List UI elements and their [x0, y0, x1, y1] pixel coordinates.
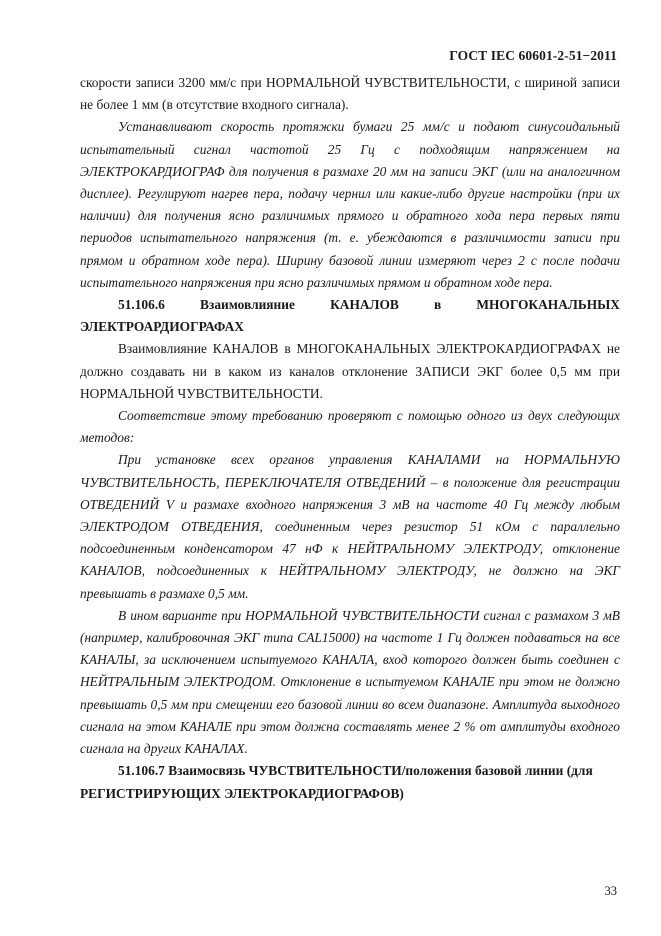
page-number: 33	[604, 884, 617, 898]
paragraph-2: Устанавливают скорость протяжки бумаги 25 мм/с и подают синусоидальный испытательный сигнал частотой 25 Гц с подходящим напряжением на ЭЛЕКТРОКАРДИОГРАФ для получения в размахе 20 мм на записи ЭКГ (или на аналогичном дисплее). Регулируют нагрев пера, подачу чернил или какие-либо другие настройки (при их наличии) для получения ясно различимых прямого и обратного хода пера первых пяти периодов испытательного напряжения (т. е. убеждаются в различимости записи при прямом и обратном ходе пера). Ширину базовой линии измеряют через 2 с после подачи испытательного напряжения при ясно различимых прямом и обратном ходе пера.	[80, 119, 620, 290]
document-header: ГОСТ IEC 60601-2-51−2011	[449, 48, 617, 63]
paragraph-5: Соответствие этому требованию проверяют с помощью одного из двух следующих методов:	[80, 408, 620, 446]
paragraph-1: скорости записи 3200 мм/с при НОРМАЛЬНОЙ ЧУВСТВИТЕЛЬНОСТИ, с шириной записи не более 1 мм (в отсутствие входного сигнала).	[80, 75, 620, 113]
paragraph-6: При установке всех органов управления КАНАЛАМИ на НОРМАЛЬНУЮ ЧУВСТВИТЕЛЬНОСТЬ, ПЕРЕКЛЮЧАТЕЛЯ ОТВЕДЕНИЙ – в положение для регистрации ОТВЕДЕНИЙ V и размахе входного напряжения 3 мВ на частоте 40 Гц между любым ЭЛЕКТРОДОМ ОТВЕДЕНИЯ, соединенным через резистор 51 кОм с параллельно подсоединенным конденсатором 47 нФ к НЕЙТРАЛЬНОМУ ЭЛЕКТРОДУ, отклонение КАНАЛОВ, подсоединенных к НЕЙТРАЛЬНОМУ ЭЛЕКТРОДУ, не должно на ЭКГ превышать в размахе 0,5 мм.	[80, 452, 620, 601]
section-word: Взаимовлияние	[200, 297, 295, 313]
section-heading-continuation: ЭЛЕКТРОАРДИОГРАФАХ	[80, 319, 244, 335]
section-number: 51.106.6	[118, 297, 165, 313]
page-body	[80, 72, 620, 805]
paragraph-7: В ином варианте при НОРМАЛЬНОЙ ЧУВСТВИТЕЛЬНОСТИ сигнал с размахом 3 мВ (например, калибровочная ЭКГ типа CAL15000) на частоте 1 Гц должен подаваться на все КАНАЛЫ, за исключением испытуемого КАНАЛА, вход которого должен быть соединен с НЕЙТРАЛЬНЫМ ЭЛЕКТРОДОМ. Отклонение в испытуемом КАНАЛЕ при этом не должно превышать 0,5 мм при смещении его базовой линии во всем диапазоне. Амплитуда выходного сигнала на этом КАНАЛЕ при этом должна составлять менее 2 % от амплитуды входного сигнала на других КАНАЛАХ.	[80, 607, 620, 757]
section-word: КАНАЛОВ	[330, 297, 399, 313]
section-heading-51-106-7-continuation: РЕГИСТРИРУЮЩИХ ЭЛЕКТРОКАРДИОГРАФОВ)	[80, 785, 404, 801]
section-heading-51-106-7: 51.106.7 Взаимосвязь ЧУВСТВИТЕЛЬНОСТИ/положения базовой линии (для	[118, 763, 593, 779]
section-word: в	[433, 297, 442, 313]
section-word: МНОГОКАНАЛЬНЫХ	[476, 297, 620, 313]
paragraph-4: Взаимовлияние КАНАЛОВ в МНОГОКАНАЛЬНЫХ ЭЛЕКТРОКАРДИОГРАФАХ не должно создавать ни в каком из каналов отклонение ЗАПИСИ ЭКГ более 0,5 мм при НОРМАЛЬНОЙ ЧУВСТВИТЕЛЬНОСТИ.	[80, 341, 620, 401]
section-heading-51-106-6	[80, 294, 620, 316]
